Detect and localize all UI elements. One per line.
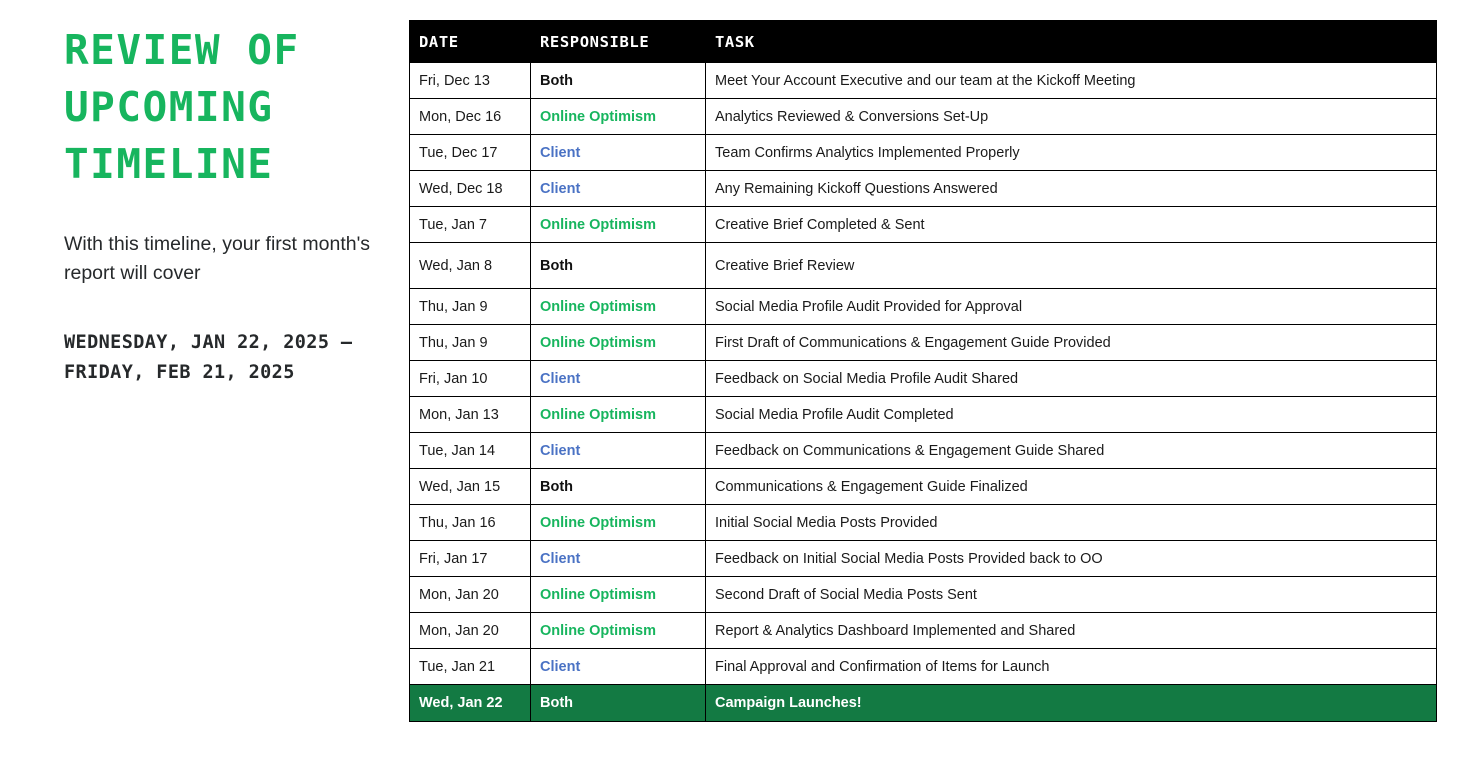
cell-task: Team Confirms Analytics Implemented Properly (706, 135, 1437, 171)
cell-date: Thu, Jan 9 (410, 325, 531, 361)
cell-task: Creative Brief Completed & Sent (706, 207, 1437, 243)
cell-date: Fri, Jan 10 (410, 361, 531, 397)
cell-responsible: Online Optimism (531, 99, 706, 135)
table-row (410, 613, 1437, 649)
cell-task: First Draft of Communications & Engagement Guide Provided (706, 325, 1437, 361)
cell-responsible: Client (531, 135, 706, 171)
cell-responsible: Client (531, 541, 706, 577)
cell-task: Communications & Engagement Guide Finalized (706, 469, 1437, 505)
table-header-row (410, 21, 1437, 63)
cell-date: Mon, Jan 20 (410, 613, 531, 649)
column-header-responsible: RESPONSIBLE (531, 21, 706, 63)
left-panel (64, 22, 394, 388)
table-row (410, 685, 1437, 722)
cell-task: Any Remaining Kickoff Questions Answered (706, 171, 1437, 207)
cell-responsible: Client (531, 361, 706, 397)
cell-date: Wed, Jan 8 (410, 243, 531, 289)
cell-date: Fri, Jan 17 (410, 541, 531, 577)
cell-responsible: Online Optimism (531, 577, 706, 613)
cell-task: Feedback on Social Media Profile Audit Shared (706, 361, 1437, 397)
cell-responsible: Both (531, 685, 706, 722)
cell-task: Meet Your Account Executive and our team at the Kickoff Meeting (706, 63, 1437, 99)
cell-task: Initial Social Media Posts Provided (706, 505, 1437, 541)
table-row (410, 325, 1437, 361)
cell-date: Tue, Jan 21 (410, 649, 531, 685)
cell-responsible: Both (531, 63, 706, 99)
cell-responsible: Both (531, 469, 706, 505)
cell-task: Social Media Profile Audit Provided for Approval (706, 289, 1437, 325)
cell-task: Analytics Reviewed & Conversions Set-Up (706, 99, 1437, 135)
table-row (410, 469, 1437, 505)
cell-responsible: Online Optimism (531, 613, 706, 649)
cell-task: Feedback on Initial Social Media Posts Provided back to OO (706, 541, 1437, 577)
cell-task: Social Media Profile Audit Completed (706, 397, 1437, 433)
cell-task: Feedback on Communications & Engagement Guide Shared (706, 433, 1437, 469)
table-row (410, 577, 1437, 613)
cell-task: Report & Analytics Dashboard Implemented and Shared (706, 613, 1437, 649)
cell-task: Creative Brief Review (706, 243, 1437, 289)
cell-responsible: Online Optimism (531, 289, 706, 325)
table-row (410, 99, 1437, 135)
table-row (410, 171, 1437, 207)
column-header-date: DATE (410, 21, 531, 63)
cell-responsible: Online Optimism (531, 397, 706, 433)
cell-date: Thu, Jan 16 (410, 505, 531, 541)
table-row (410, 433, 1437, 469)
table-row (410, 541, 1437, 577)
cell-date: Wed, Dec 18 (410, 171, 531, 207)
cell-task: Campaign Launches! (706, 685, 1437, 722)
cell-date: Mon, Jan 13 (410, 397, 531, 433)
cell-date: Fri, Dec 13 (410, 63, 531, 99)
cell-responsible: Online Optimism (531, 505, 706, 541)
table-row (410, 243, 1437, 289)
table-body (410, 63, 1437, 722)
table-row (410, 397, 1437, 433)
table-row (410, 63, 1437, 99)
cell-responsible: Client (531, 433, 706, 469)
table-row (410, 207, 1437, 243)
cell-date: Mon, Dec 16 (410, 99, 531, 135)
cell-date: Tue, Dec 17 (410, 135, 531, 171)
cell-responsible: Online Optimism (531, 325, 706, 361)
table-row (410, 361, 1437, 397)
cell-date: Thu, Jan 9 (410, 289, 531, 325)
page-title: REVIEW OF UPCOMING TIMELINE (64, 26, 300, 188)
timeline-table (409, 20, 1437, 722)
cell-responsible: Client (531, 171, 706, 207)
table-row (410, 289, 1437, 325)
cell-date: Wed, Jan 15 (410, 469, 531, 505)
reporting-date-range: WEDNESDAY, JAN 22, 2025 – FRIDAY, FEB 21, 2025 (64, 332, 353, 383)
column-header-task: TASK (706, 21, 1437, 63)
cell-responsible: Client (531, 649, 706, 685)
intro-text: With this timeline, your first month's report will cover (64, 233, 371, 284)
cell-task: Final Approval and Confirmation of Items for Launch (706, 649, 1437, 685)
cell-responsible: Online Optimism (531, 207, 706, 243)
cell-task: Second Draft of Social Media Posts Sent (706, 577, 1437, 613)
cell-date: Wed, Jan 22 (410, 685, 531, 722)
cell-date: Tue, Jan 14 (410, 433, 531, 469)
cell-date: Mon, Jan 20 (410, 577, 531, 613)
table-header (410, 21, 1437, 63)
cell-date: Tue, Jan 7 (410, 207, 531, 243)
table-row (410, 505, 1437, 541)
table-row (410, 135, 1437, 171)
cell-responsible: Both (531, 243, 706, 289)
table-row (410, 649, 1437, 685)
